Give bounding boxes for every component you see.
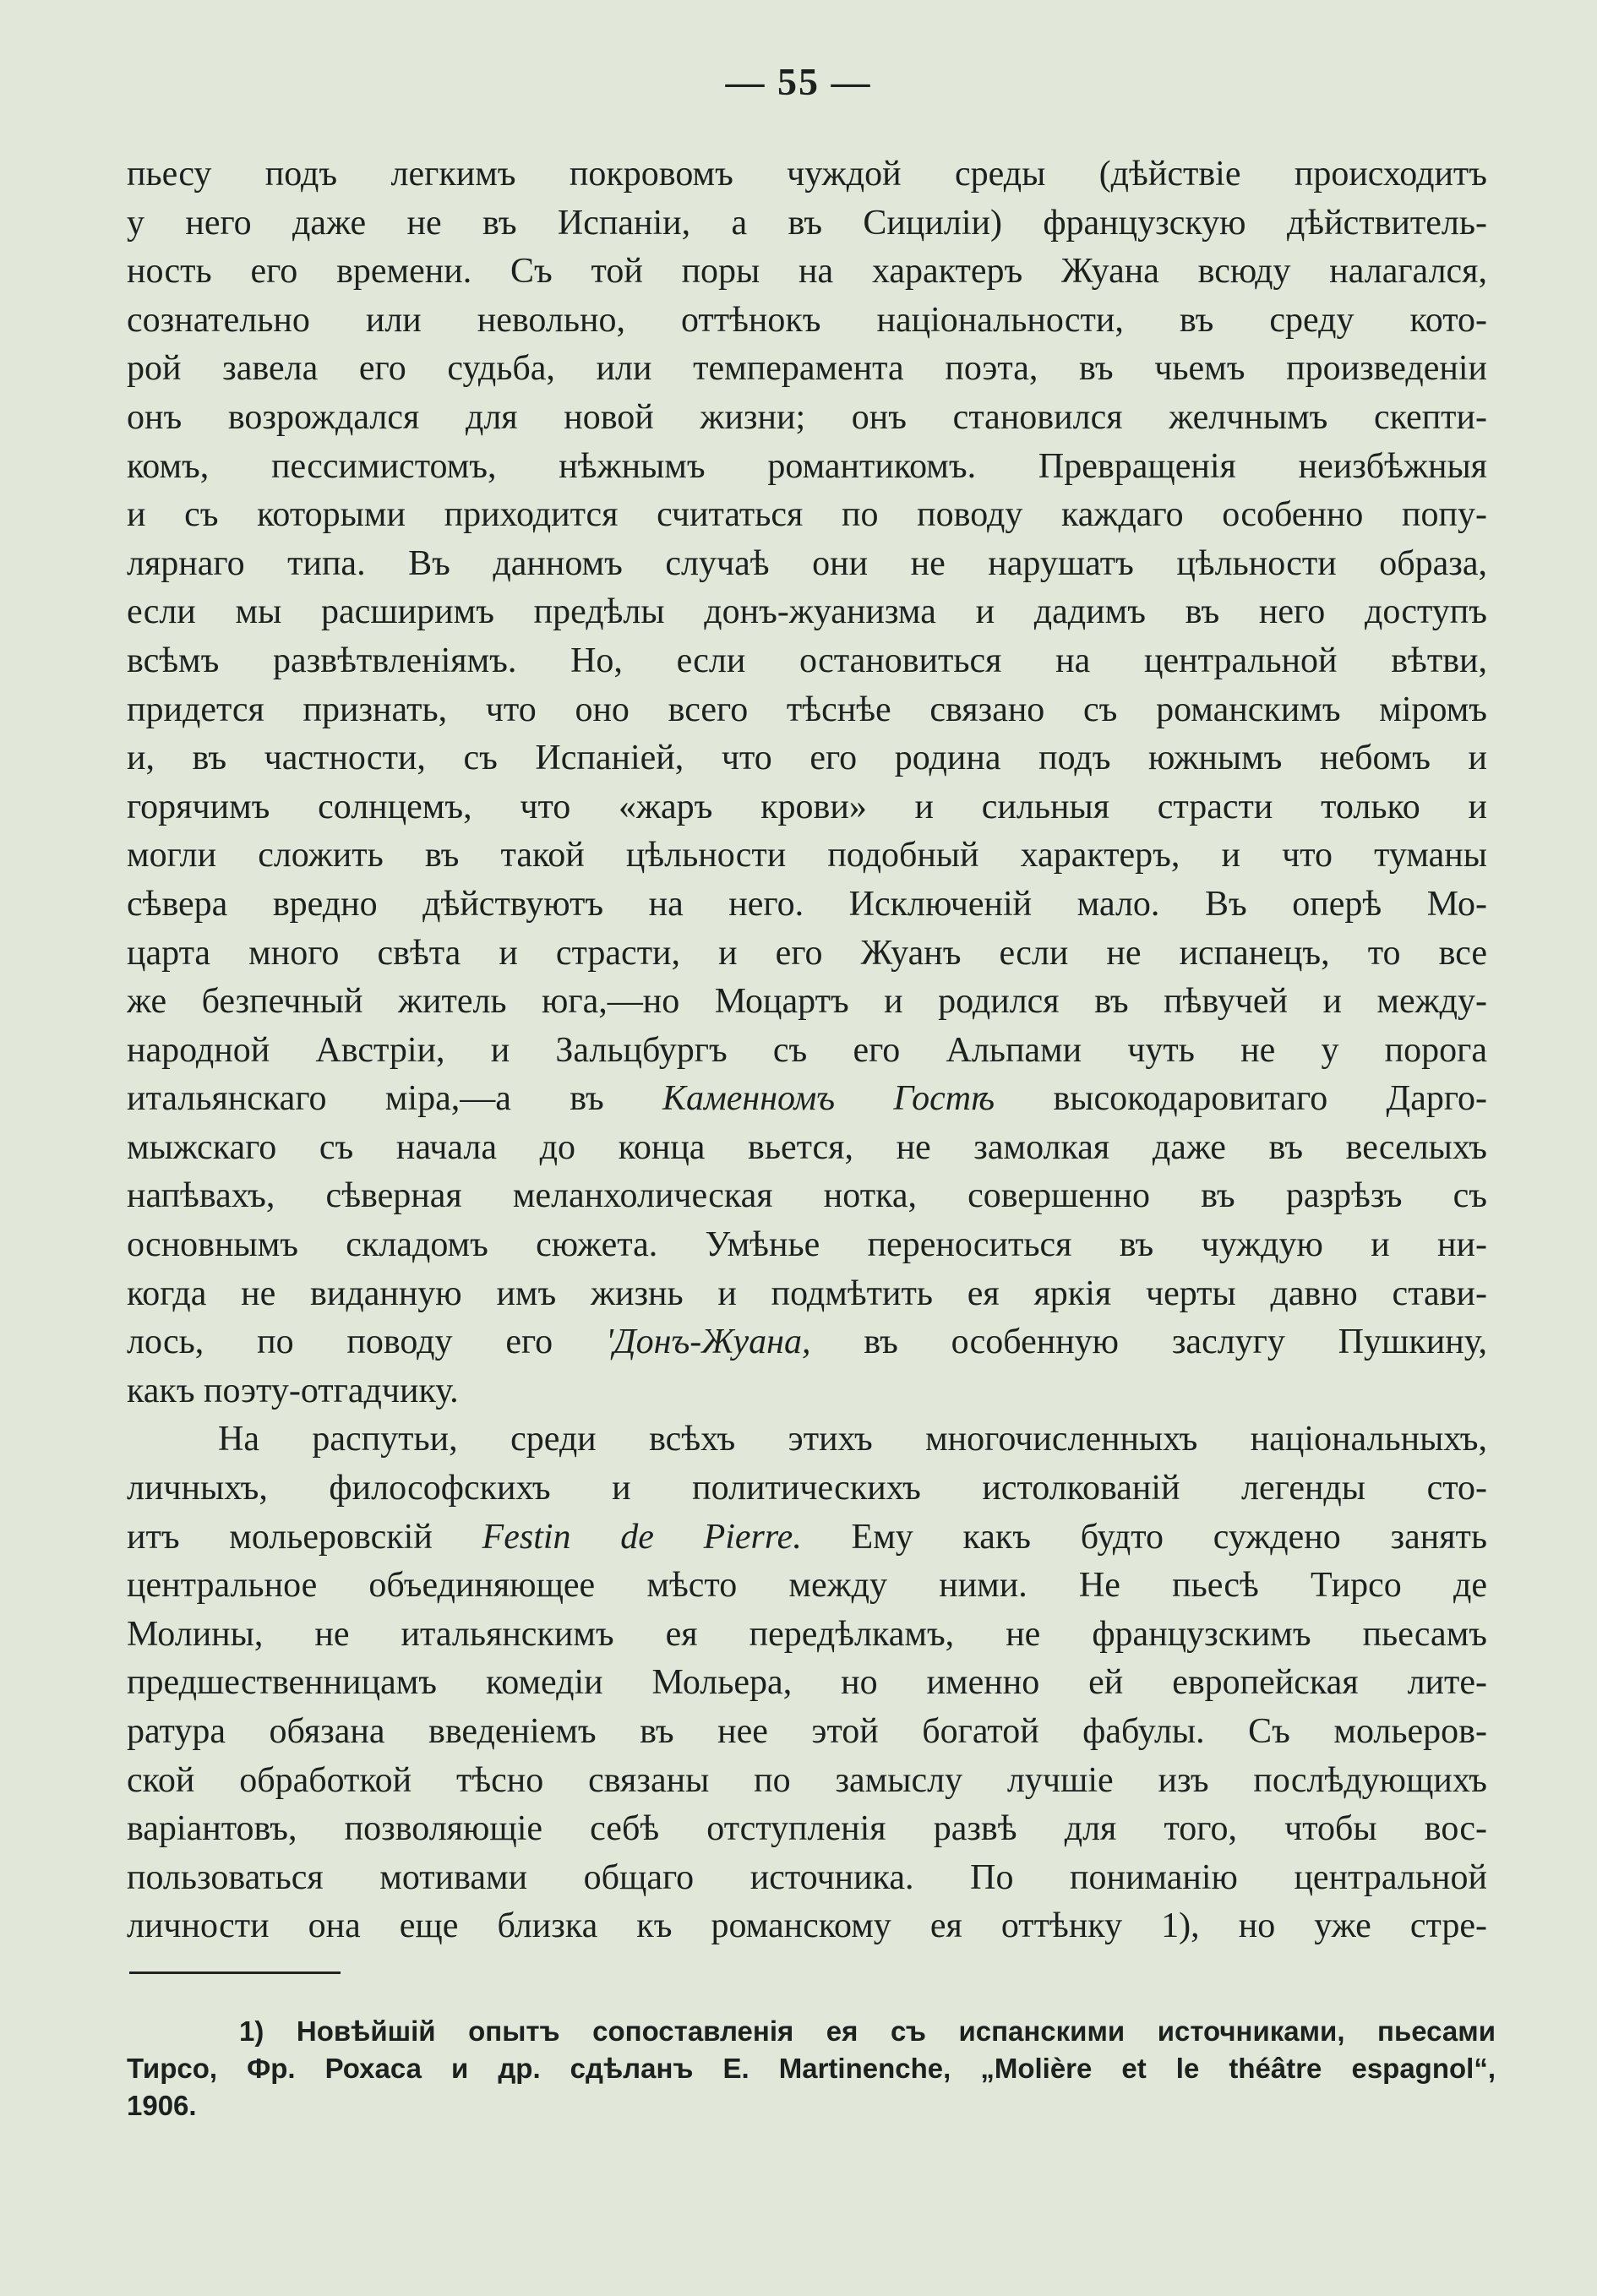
- text-line-18: же безпечный житель юга,—но Моцартъ и родился въ пѣвучей и между-: [127, 982, 1487, 1022]
- text-line-16: сѣвера вредно дѣйствуютъ на него. Исключеній мало. Въ оперѣ Мо-: [127, 884, 1487, 924]
- footnote-line-1: 1) Новѣйшій опытъ сопоставленія ея съ испанскими источниками, пьесами: [239, 2015, 1496, 2047]
- footnote-line-3: 1906.: [127, 2090, 197, 2121]
- text-line-19: народной Австріи, и Зальцбургъ съ его Альпами чуть не у порога: [127, 1030, 1487, 1070]
- text-line-14: горячимъ солнцемъ, что «жаръ крови» и сильныя страсти только и: [127, 787, 1487, 826]
- text-line-25-end: въ особенную заслугу Пушкину,: [864, 1323, 1487, 1362]
- footnote-divider: [129, 1972, 341, 1974]
- text-line-29-end: Ему какъ будто суждено занять: [851, 1517, 1487, 1557]
- text-line-23: основнымъ складомъ сюжета. Умѣнье переноситься въ чуждую и ни-: [127, 1225, 1487, 1265]
- text-line-12: придется признать, что оно всего тѣснѣе связано съ романскимъ міромъ: [127, 690, 1487, 729]
- kamennom-gost-title: Каменномъ Гостѣ: [662, 1079, 995, 1119]
- footnote: [127, 2013, 1496, 2124]
- text-line-1: пьесу подъ легкимъ покровомъ чуждой среды (дѣйствіе происходитъ: [127, 155, 1487, 194]
- text-line-29: [127, 1513, 1487, 1562]
- text-line-8: и съ которыми приходится считаться по поводу каждаго особенно попу-: [127, 495, 1487, 535]
- text-line-20: [127, 1075, 1487, 1124]
- text-line-35: варіантовъ, позволяющіе себѣ отступленія развѣ для того, чтобы вос-: [127, 1809, 1487, 1849]
- text-line-34: ской обработкой тѣсно связаны по замыслу лучшіе изъ послѣдующихъ: [127, 1760, 1487, 1800]
- text-line-24: когда не виданную имъ жизнь и подмѣтить ея яркія черты давно стави-: [127, 1273, 1487, 1313]
- text-line-36: пользоваться мотивами общаго источника. По пониманію центральной: [127, 1857, 1487, 1897]
- page-number: — 55 —: [725, 60, 872, 103]
- text-line-21: мыжскаго съ начала до конца вьется, не замолкая даже въ веселыхъ: [127, 1127, 1487, 1167]
- text-line-13: и, въ частности, съ Испаніей, что его родина подъ южнымъ небомъ и: [127, 739, 1487, 778]
- text-line-30: центральное объединяющее мѣсто между ними. Не пьесѣ Тирсо де: [127, 1566, 1487, 1606]
- text-line-20-start: итальянскаго міра,—а въ: [127, 1079, 604, 1119]
- text-line-11: всѣмъ развѣтвленіямъ. Но, если остановиться на центральной вѣтви,: [127, 641, 1487, 680]
- festin-de-pierre-title: Festin de Pierre.: [482, 1517, 802, 1557]
- text-line-4: сознательно или невольно, оттѣнокъ національности, въ среду кото-: [127, 300, 1487, 340]
- text-line-7: комъ, пессимистомъ, нѣжнымъ романтикомъ. Превращенія неизбѣжныя: [127, 446, 1487, 486]
- text-line-31: Молины, не итальянскимъ ея передѣлкамъ, не французскимъ пьесамъ: [127, 1614, 1487, 1654]
- text-line-27: На распутьи, среди всѣхъ этихъ многочисленныхъ національныхъ,: [218, 1420, 1487, 1459]
- text-line-5: рой завела его судьба, или темперамента поэта, въ чьемъ произведеніи: [127, 349, 1487, 389]
- text-line-9: лярнаго типа. Въ данномъ случаѣ они не нарушатъ цѣльности образа,: [127, 543, 1487, 583]
- text-line-10: если мы расширимъ предѣлы донъ-жуанизма и дадимъ въ него доступъ: [127, 592, 1487, 632]
- text-line-15: могли сложить въ такой цѣльности подобный характеръ, и что туманы: [127, 836, 1487, 875]
- don-zhuan-title: 'Донъ-Жуана,: [605, 1323, 811, 1362]
- text-line-6: онъ возрождался для новой жизни; онъ становился желчнымъ скепти-: [127, 397, 1487, 437]
- text-line-17: царта много свѣта и страсти, и его Жуанъ если не испанецъ, то все: [127, 933, 1487, 973]
- text-line-28: личныхъ, философскихъ и политическихъ истолкованій легенды сто-: [127, 1469, 1487, 1508]
- text-line-29-start: итъ мольеровскій: [127, 1517, 433, 1557]
- text-line-32: предшественницамъ комедіи Мольера, но именно ей европейская лите-: [127, 1663, 1487, 1703]
- text-line-26: какъ поэту-отгадчику.: [127, 1371, 459, 1410]
- text-line-25: [127, 1318, 1487, 1367]
- text-line-22: напѣвахъ, сѣверная меланхолическая нотка, совершенно въ разрѣзъ съ: [127, 1176, 1487, 1216]
- text-line-20-end: высокодаровитаго Дарго-: [1053, 1079, 1487, 1119]
- text-line-3: ность его времени. Съ той поры на характеръ Жуана всюду налагался,: [127, 252, 1487, 292]
- main-text: [127, 150, 1487, 1951]
- text-line-2: у него даже не въ Испаніи, а въ Сициліи) французскую дѣйствитель-: [127, 203, 1487, 243]
- text-line-33: ратура обязана введеніемъ въ нее этой богатой фабулы. Съ мольеров-: [127, 1712, 1487, 1751]
- text-line-25-start: лось, по поводу его: [127, 1323, 553, 1362]
- footnote-line-2: Тирсо, Фр. Рохаса и др. сдѣланъ E. Martinenche, „Molière et le théâtre espagnol“,: [127, 2053, 1496, 2084]
- text-line-37: личности она еще близка къ романскому ея оттѣнку 1), но уже стре-: [127, 1906, 1487, 1946]
